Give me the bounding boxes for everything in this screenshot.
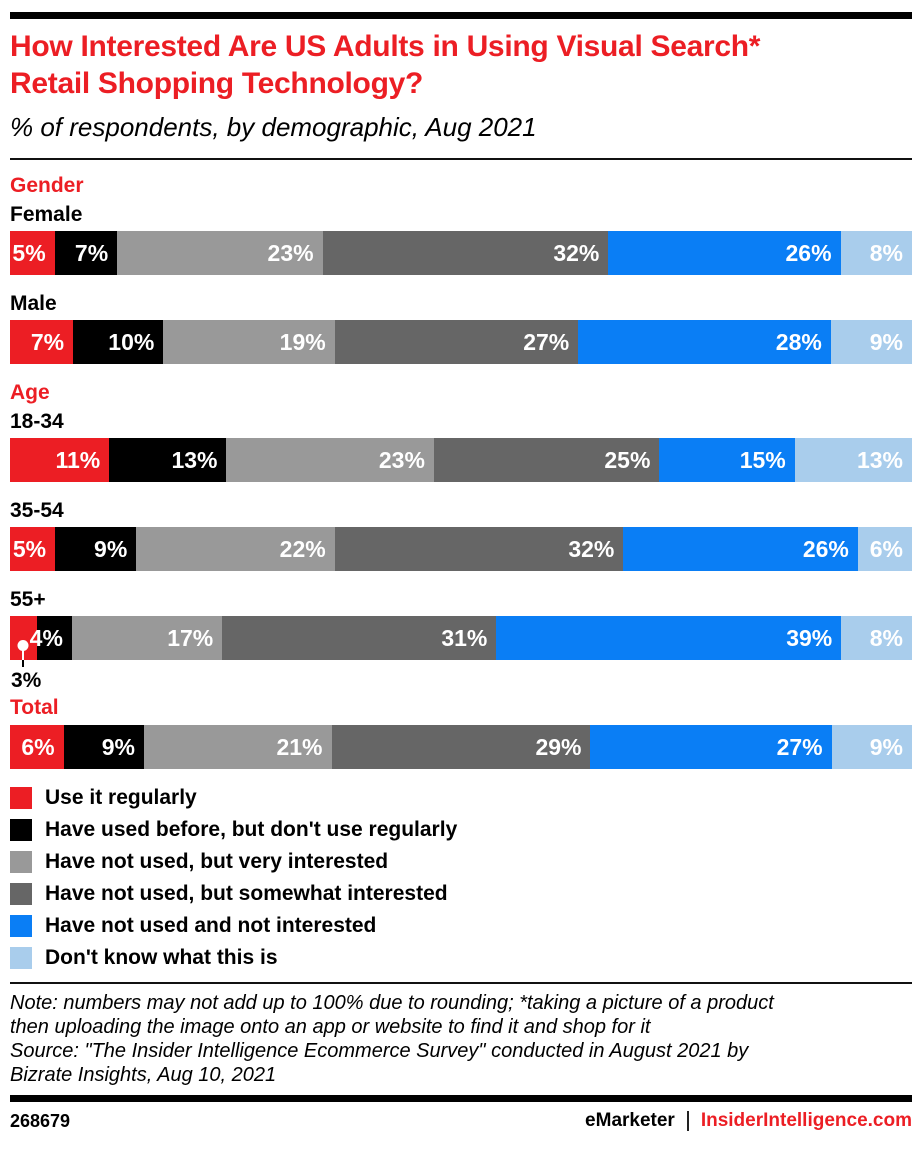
segment-value-label: 22%	[279, 535, 326, 562]
stacked-bar-male	[10, 320, 912, 364]
callout-stem	[22, 645, 24, 660]
stacked-bar-total	[10, 725, 912, 769]
segment-value-label: 7%	[30, 328, 65, 355]
bar-segment	[163, 320, 334, 364]
legend-label: Don't know what this is	[45, 946, 278, 969]
section-heading: Gender	[10, 174, 84, 197]
brand-separator	[687, 1111, 689, 1131]
segment-value-label: 9%	[869, 328, 904, 355]
callout-stem-below	[22, 660, 24, 667]
bar-segment	[335, 320, 579, 364]
segment-value-label: 21%	[276, 733, 323, 760]
bar-segment	[841, 231, 912, 275]
segment-value-label: 9%	[101, 733, 135, 760]
row-label: Male	[10, 292, 57, 315]
chart-id: 268679	[10, 1110, 71, 1131]
bar-segment	[64, 725, 144, 769]
segment-value-label: 13%	[171, 446, 218, 473]
bar-segment	[109, 438, 226, 482]
segment-value-label: 39%	[786, 624, 833, 651]
bar-segment	[496, 616, 841, 660]
bar-segment	[73, 320, 163, 364]
top-rule	[10, 12, 912, 19]
brand-emarketer: eMarketer	[585, 1110, 675, 1131]
segment-value-label: 26%	[785, 239, 832, 266]
section-heading: Age	[10, 381, 50, 404]
segment-value-label: 8%	[869, 239, 904, 266]
legend-label: Have used before, but don't use regularly	[45, 818, 458, 841]
bar-segment	[226, 438, 433, 482]
row-label: 18-34	[10, 410, 64, 433]
bar-segment	[332, 725, 591, 769]
segment-value-label: 28%	[775, 328, 822, 355]
segment-value-label: 26%	[802, 535, 849, 562]
segment-value-label: 31%	[441, 624, 488, 651]
bar-segment	[136, 527, 334, 571]
segment-value-label: 23%	[267, 239, 314, 266]
bar-segment	[858, 527, 912, 571]
segment-value-label: 17%	[167, 624, 214, 651]
segment-value-label: 29%	[535, 733, 582, 760]
bar-segment	[10, 725, 64, 769]
bar-segment	[117, 231, 322, 275]
legend-swatch	[10, 819, 32, 841]
segment-value-label: 5%	[12, 239, 46, 266]
segment-value-label: 32%	[568, 535, 615, 562]
stacked-bar-55+	[10, 616, 912, 692]
bar-segment	[72, 616, 222, 660]
bar-segment	[335, 527, 624, 571]
stacked-bar-35-54	[10, 527, 912, 571]
legend-swatch	[10, 851, 32, 873]
footnote-divider	[10, 982, 912, 984]
legend-item	[10, 787, 912, 809]
segment-value-label: 23%	[378, 446, 425, 473]
legend-item	[10, 947, 912, 969]
bar-segment	[323, 231, 609, 275]
bar-segment	[608, 231, 840, 275]
bar-segment	[10, 527, 55, 571]
header-divider	[10, 158, 912, 160]
source-text: Source: "The Insider Intelligence Ecommerce Survey" conducted in August 2021 by Bizrate Insights, Aug 10, 2021	[10, 1040, 749, 1086]
legend-label: Have not used and not interested	[45, 914, 377, 937]
footer	[10, 1109, 912, 1133]
chart-subtitle: % of respondents, by demographic, Aug 2021	[10, 112, 537, 142]
bar-segment	[831, 320, 912, 364]
row-label: Female	[10, 203, 83, 226]
bar-segment	[55, 527, 136, 571]
segment-value-label: 5%	[12, 535, 47, 562]
segment-value-label: 6%	[21, 733, 55, 760]
note-text: Note: numbers may not add up to 100% due to rounding; *taking a picture of a product then uploading the image onto an app or website to find it and shop for it	[10, 992, 774, 1038]
chart-section-gender	[10, 174, 912, 364]
segment-value-label: 8%	[869, 624, 903, 651]
bar-segment	[10, 320, 73, 364]
bar-segment	[434, 438, 660, 482]
brand-insider-intelligence-link[interactable]: InsiderIntelligence.com	[700, 1110, 912, 1131]
chart-body	[10, 174, 912, 769]
stacked-bar-female	[10, 231, 912, 275]
legend	[10, 787, 912, 969]
bar-segment	[144, 725, 332, 769]
bar-segment	[55, 231, 118, 275]
legend-label: Use it regularly	[45, 786, 197, 809]
bar-segment	[590, 725, 831, 769]
segment-value-label: 27%	[523, 328, 570, 355]
segment-value-label: 19%	[279, 328, 326, 355]
row-label: 55+	[10, 588, 46, 611]
chart-title: How Interested Are US Adults in Using Visual Search* Retail Shopping Technology?	[10, 30, 761, 100]
bar-segment	[578, 320, 831, 364]
segment-value-label: 4%	[29, 624, 63, 651]
segment-value-label: 15%	[739, 446, 786, 473]
legend-swatch	[10, 787, 32, 809]
segment-value-label: 6%	[869, 535, 903, 562]
bar-segment	[659, 438, 794, 482]
segment-value-label: 13%	[856, 446, 903, 473]
row-label: 35-54	[10, 499, 64, 522]
legend-swatch	[10, 915, 32, 937]
legend-label: Have not used, but very interested	[45, 850, 389, 873]
bar-segment	[222, 616, 496, 660]
segment-value-label: 27%	[776, 733, 823, 760]
bar-segment	[832, 725, 912, 769]
stacked-bar-18-34	[10, 438, 912, 482]
chart-page	[0, 12, 922, 1133]
segment-value-label: 25%	[604, 446, 651, 473]
bar-segment	[795, 438, 912, 482]
legend-item	[10, 883, 912, 905]
legend-item	[10, 851, 912, 873]
segment-value-label: 9%	[869, 733, 903, 760]
legend-swatch	[10, 883, 32, 905]
segment-value-label: 11%	[55, 446, 101, 473]
segment-value-label: 32%	[553, 239, 600, 266]
chart-section-total	[10, 696, 912, 769]
segment-value-label: 10%	[108, 328, 155, 355]
bar-segment	[10, 231, 55, 275]
bar-segment	[10, 438, 109, 482]
legend-swatch	[10, 947, 32, 969]
section-heading: Total	[10, 696, 59, 719]
legend-item	[10, 819, 912, 841]
legend-label: Have not used, but somewhat interested	[45, 882, 448, 905]
bottom-rule	[10, 1095, 912, 1102]
bar-segment	[29, 616, 72, 660]
chart-section-age	[10, 381, 912, 692]
callout-value-label: 3%	[11, 669, 42, 692]
segment-value-label: 9%	[94, 535, 128, 562]
bar-segment	[623, 527, 858, 571]
brand-group	[585, 1110, 912, 1132]
notes-block	[10, 991, 815, 1087]
segment-value-label: 7%	[74, 239, 109, 266]
bar-segment	[841, 616, 912, 660]
legend-item	[10, 915, 912, 937]
